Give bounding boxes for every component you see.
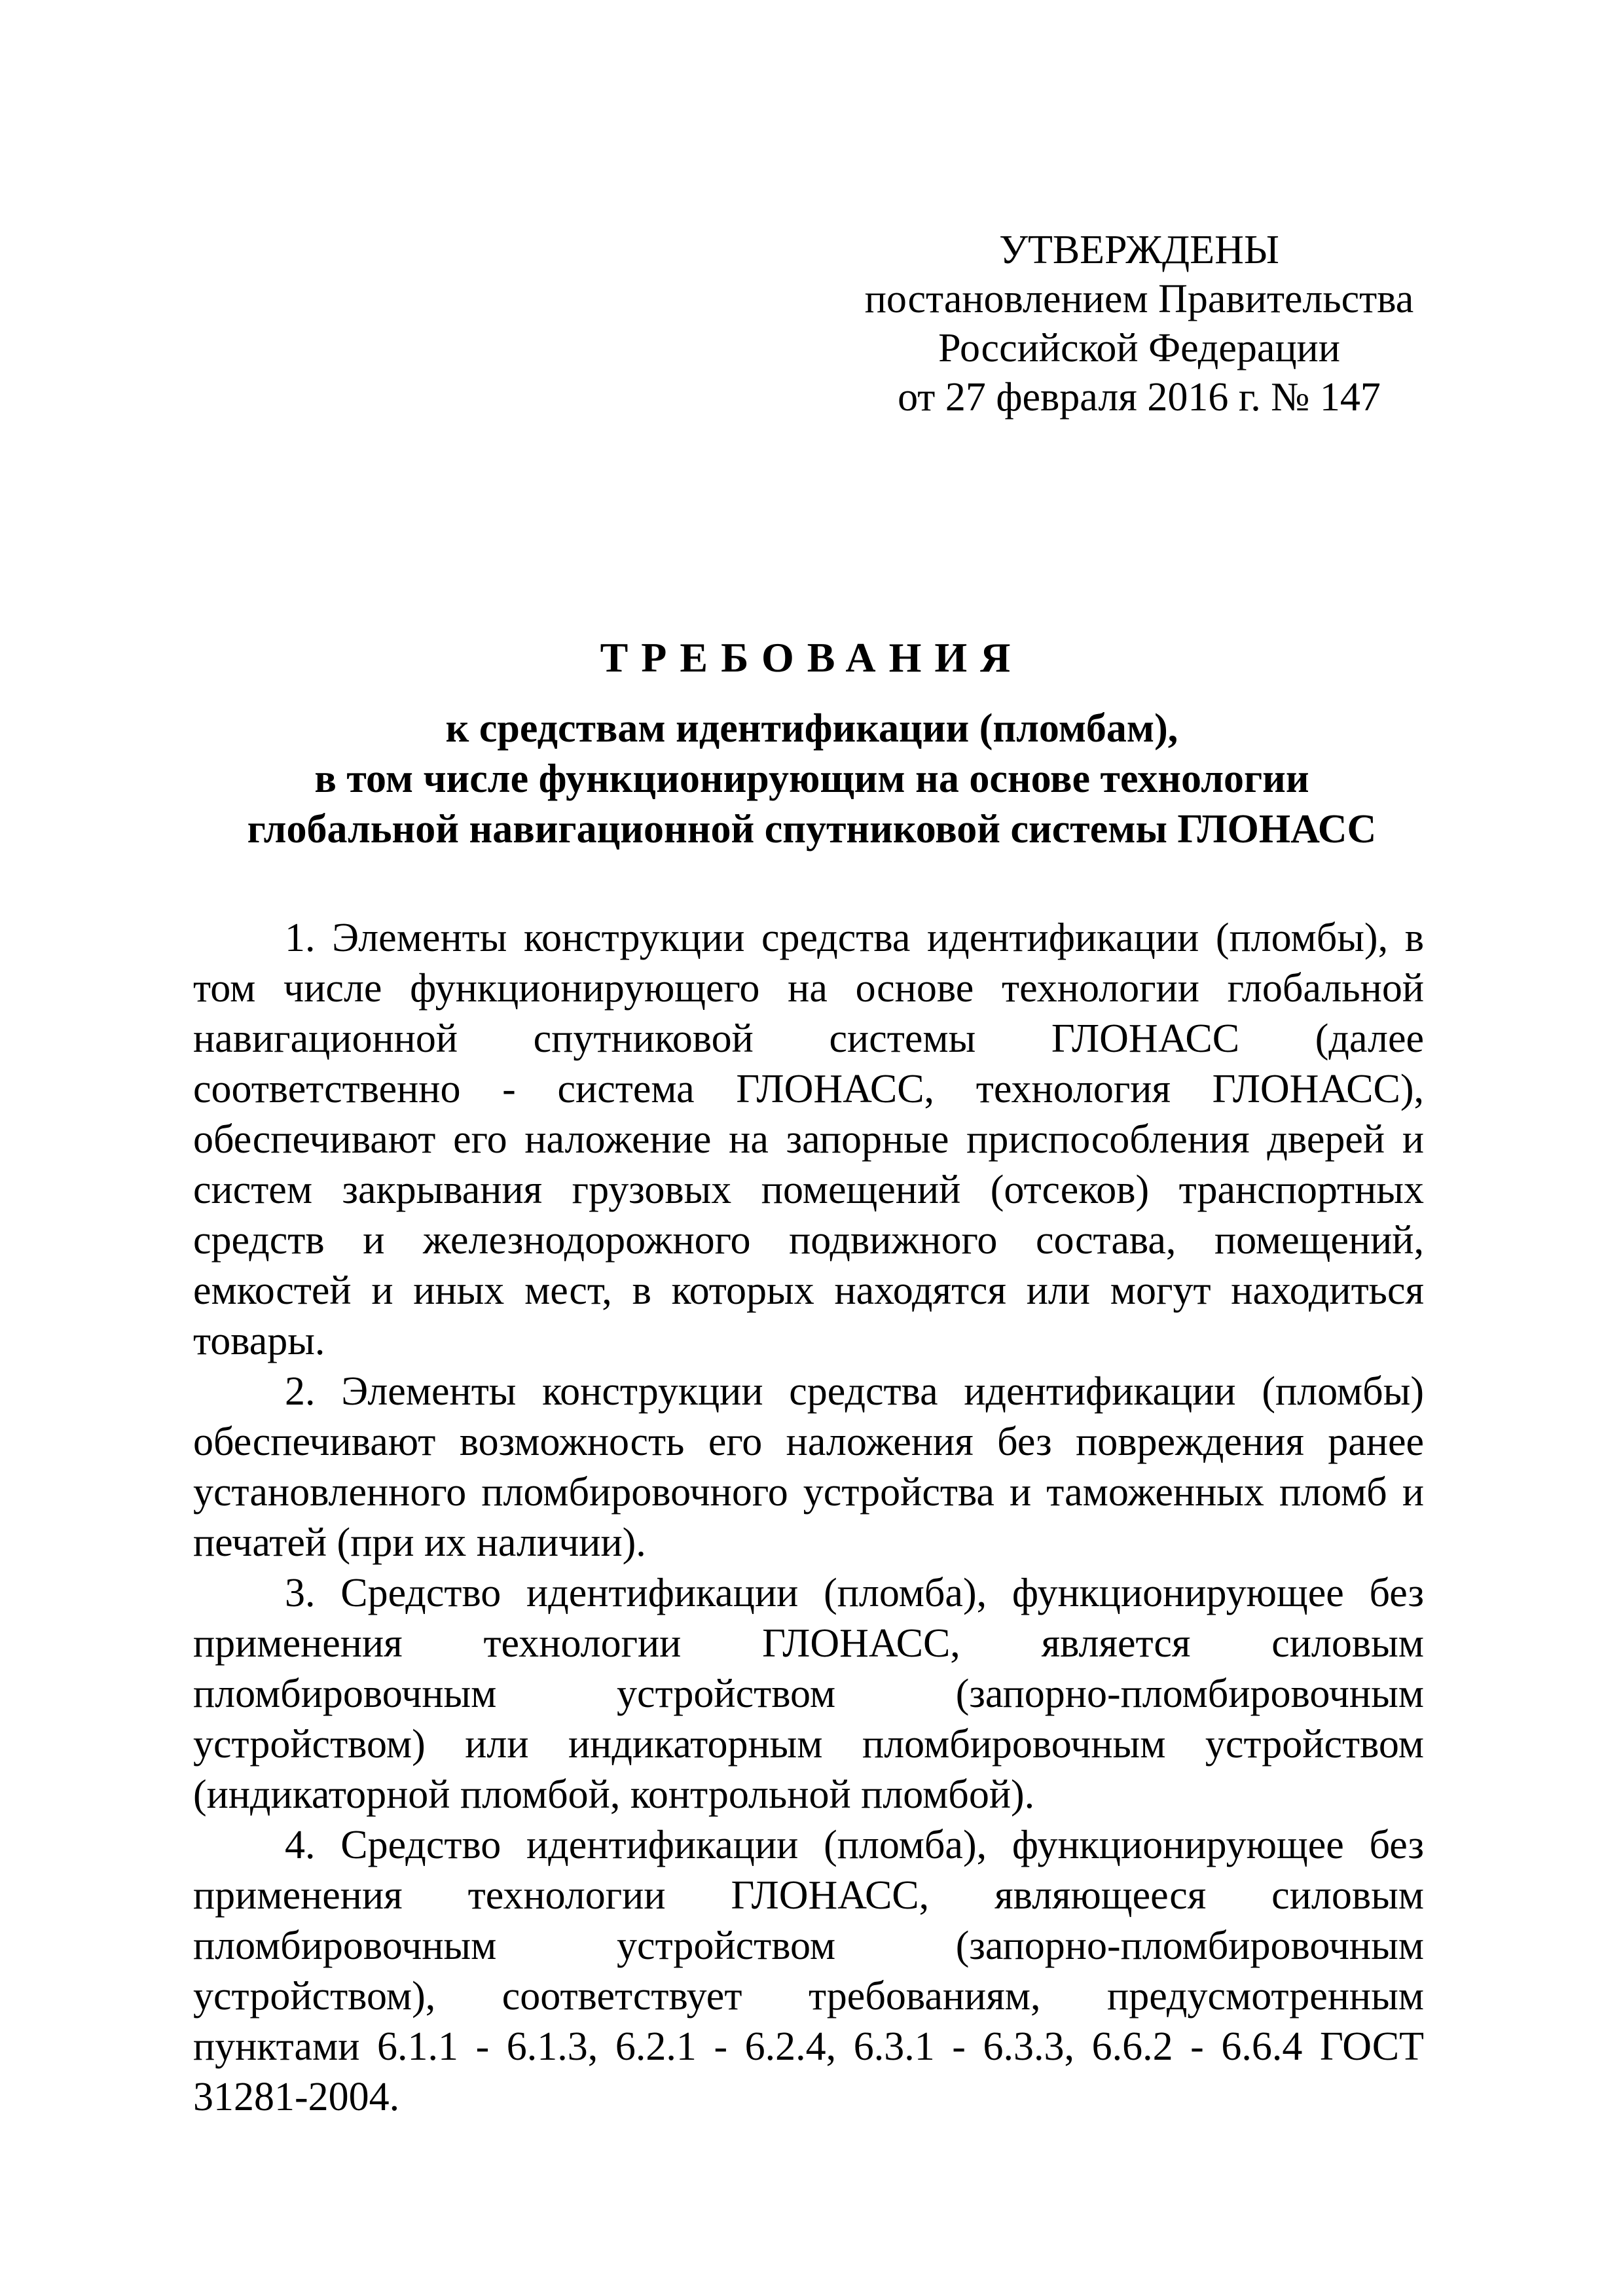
document-body xyxy=(193,913,1424,2123)
paragraph-2: 2. Элементы конструкции средства идентификации (пломбы) обеспечивают возможность его наложения без повреждения ранее установленного пломбировочного устройства и таможенных пломб и печатей (при их наличии). xyxy=(193,1369,1424,1565)
paragraph-4: 4. Средство идентификации (пломба), функционирующее без применения технологии ГЛОНАСС, являющееся силовым пломбировочным устройством (запорно-пломбировочным устройством), соответствует требованиям, предусмотренным пунктами 6.1.1 - 6.1.3, 6.2.1 - 6.2.4, 6.3.1 - 6.3.3, 6.6.2 - 6.6.4 ГОСТ 31281-2004. xyxy=(193,1823,1424,2119)
document-title: ТРЕБОВАНИЯ xyxy=(600,634,1024,681)
approval-decree: постановлением Правительства xyxy=(864,277,1414,321)
subtitle-line: в том числе функционирующим на основе технологии xyxy=(314,757,1309,801)
paragraph-3: 3. Средство идентификации (пломба), функционирующее без применения технологии ГЛОНАСС, является силовым пломбировочным устройством (запорно-пломбировочным устройством) или индикаторным пломбировочным устройством (индикаторной пломбой, контрольной пломбой). xyxy=(193,1571,1424,1817)
approval-heading: УТВЕРЖДЕНЫ xyxy=(999,228,1279,272)
approval-date-number: от 27 февраля 2016 г. № 147 xyxy=(898,375,1381,420)
paragraph-1: 1. Элементы конструкции средства идентификации (пломбы), в том числе функционирующего на основе технологии глобальной навигационной спутниковой системы ГЛОНАСС (далее соответственно - система ГЛОНАСС, технология ГЛОНАСС), обеспечивают его наложение на запорные приспособления дверей и систем закрывания грузовых помещений (отсеков) транспортных средств и железнодорожного подвижного состава, помещений, емкостей и иных мест, в которых находятся или могут находиться товары. xyxy=(193,916,1424,1363)
document-heading xyxy=(164,632,1460,855)
document-subtitle xyxy=(164,704,1460,855)
approval-stamp xyxy=(845,226,1434,422)
approval-authority: Российской Федерации xyxy=(938,326,1340,370)
subtitle-line: к средствам идентификации (пломбам), xyxy=(445,706,1178,751)
subtitle-line: глобальной навигационной спутниковой системы ГЛОНАСС xyxy=(247,807,1377,852)
